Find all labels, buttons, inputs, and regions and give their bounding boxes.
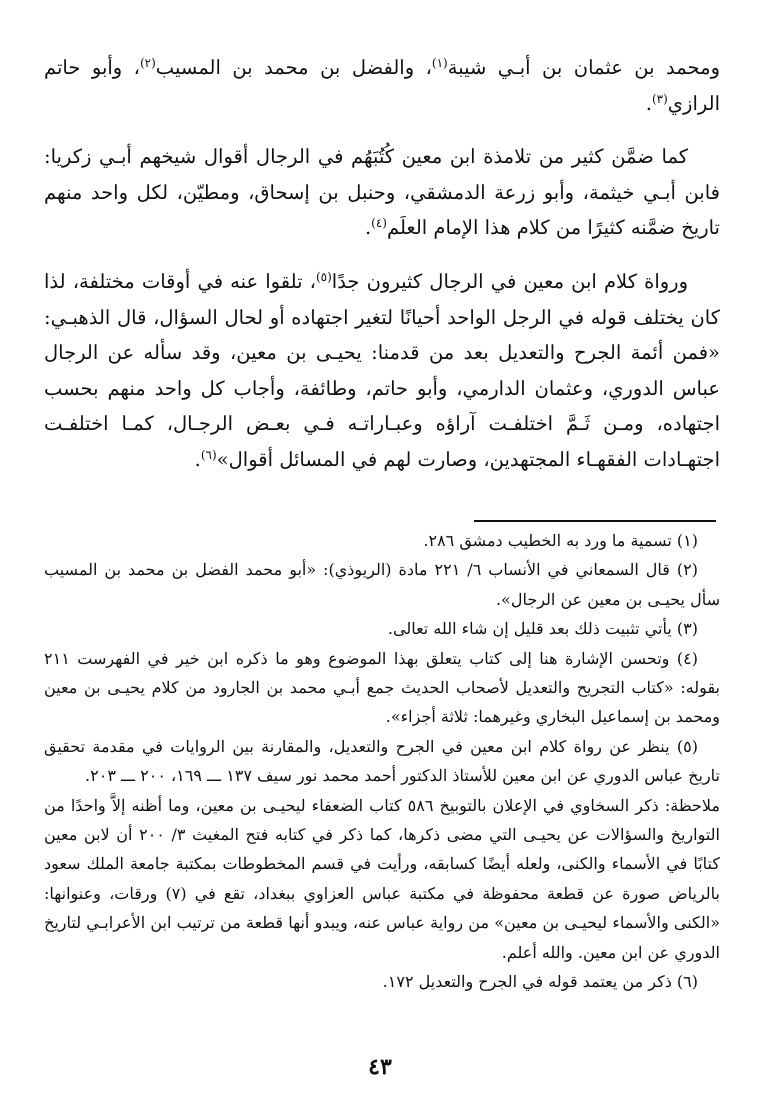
footnote-ref: (٣)	[651, 91, 668, 106]
footnote-ref: (٦)	[200, 447, 217, 462]
footnotes	[44, 526, 720, 997]
footnote-separator	[474, 520, 716, 522]
paragraph-students-books: كما ضمَّن كثير من تلامذة ابن معين كُتُبَهُم في الرجال أقوال شيخهم أبـي زكريا: فابن أبـي خيثمة، وأبو زرعة الدمشقي، وحنبل بن إسحاق، ومطيّن، لكل واحد منهم تاريخ ضمَّنه كثيرًا من كلام هذا الإمام العلَم$^{(٤)}$.	[44, 145, 720, 240]
footnote-ref: (٤)	[371, 216, 387, 231]
paragraph-dhahabi-quote: ورواة كلام ابن معين في الرجال كثيرون جدًا$^{(٥)}$، تلقوا عنه في أوقات مختلفة، لذا كان يختلف قوله في الرجل الواحد أحيانًا لتغير اجتهاده أو لحال السؤال، قال الذهبـي: «فمن أئمة الجرح والتعديل بعد من قدمنا: يحيـى بن معين، وقد سأله عن الرجال عباس الدوري، وعثمان الدارمي، وأبو حاتم، وطائفة، وأجاب كل واحد منهم بحسب اجتهاده، ومـن ثَـمَّ اختلفـت آراؤه وعبـاراتـه فـي بعـض الرجـال، كمـا اختلفـت اجتهـادات الفقهـاء المجتهدين، وصارت لهم في المسائل أقوال»$^{(٦)}$.	[44, 269, 720, 471]
footnote-4: (٤) وتحسن الإشارة هنا إلى كتاب يتعلق بهذا الموضوع وهو ما ذكره ابن خير في الفهرست ٢١١ بقوله: «كتاب التجريح والتعديل لأصحاب الحديث جمع أبـي محمد بن الجارود من كلام يحيـى بن معين ومحمد بن إسماعيل البخاري وغيرهما: ثلاثة أجزاء».	[44, 648, 720, 727]
main-text	[44, 50, 720, 478]
page-number: ٤٣	[368, 1054, 392, 1080]
footnote-ref: (٥)	[315, 269, 332, 284]
footnote-2: (٢) قال السمعاني في الأنساب ٦/ ٢٢١ مادة (الريوذي): «أبو محمد الفضل بن محمد بن المسيب سأل يحيـى بن معين عن الرجال».	[44, 560, 720, 609]
footnote-6: (٦) ذكر من يعتمد قوله في الجرح والتعديل ١٧٢.	[382, 972, 698, 992]
footnote-ref: (١)	[431, 56, 448, 70]
footnote-ref: (٢)	[139, 56, 156, 70]
footnote-remark: ملاحظة: ذكر السخاوي في الإعلان بالتوبيخ ٥٨٦ كتاب الضعفاء ليحيـى بن معين، وما أظنه إلاَّ واحدًا من التواريخ والسؤالات عن يحيـى التي مضى ذكرها، كما ذكر في كتابه فتح المغيث ٣/ ٢٠٠ أن لابن معين كتابًا في الأسماء والكنى، ولعله أيضًا كسابقه، ورأيت في قسم المخطوطات بمكتبة جامعة الملك سعود بالرياض صورة عن قطعة محفوظة في مكتبة عباس العزاوي ببغداد، تقع في (٧) ورقات، وعنوانها: «الكنى والأسماء ليحيـى بن معين» من رواية عباس عنه، ويبدو أنها قطعة من ترتيب ابن الأعرابـي لتاريخ الدوري عن ابن معين. والله أعلم.	[44, 795, 720, 962]
paragraph-narrators-continued: ومحمد بن عثمان بن أبـي شيبة$^{(١)}$، والفضل بن محمد بن المسيب$^{(٢)}$، وأبو حاتم الرازي$^{(٣)}$.	[44, 56, 721, 115]
footnote-1: (١) تسمية ما ورد به الخطيب دمشق ٢٨٦.	[423, 531, 698, 550]
footnote-5: (٥) ينظر عن رواة كلام ابن معين في الجرح والتعديل، والمقارنة بين الروايات في مقدمة تحقيق تاريخ عباس الدوري عن ابن معين للأستاذ الدكتور أحمد محمد نور سيف ١٣٧ ـــ ١٦٩، ٢٠٠ ـــ ٢٠٣.	[44, 736, 720, 786]
footnote-3: (٣) يأتي تثبيت ذلك بعد قليل إن شاء الله تعالى.	[387, 619, 698, 639]
